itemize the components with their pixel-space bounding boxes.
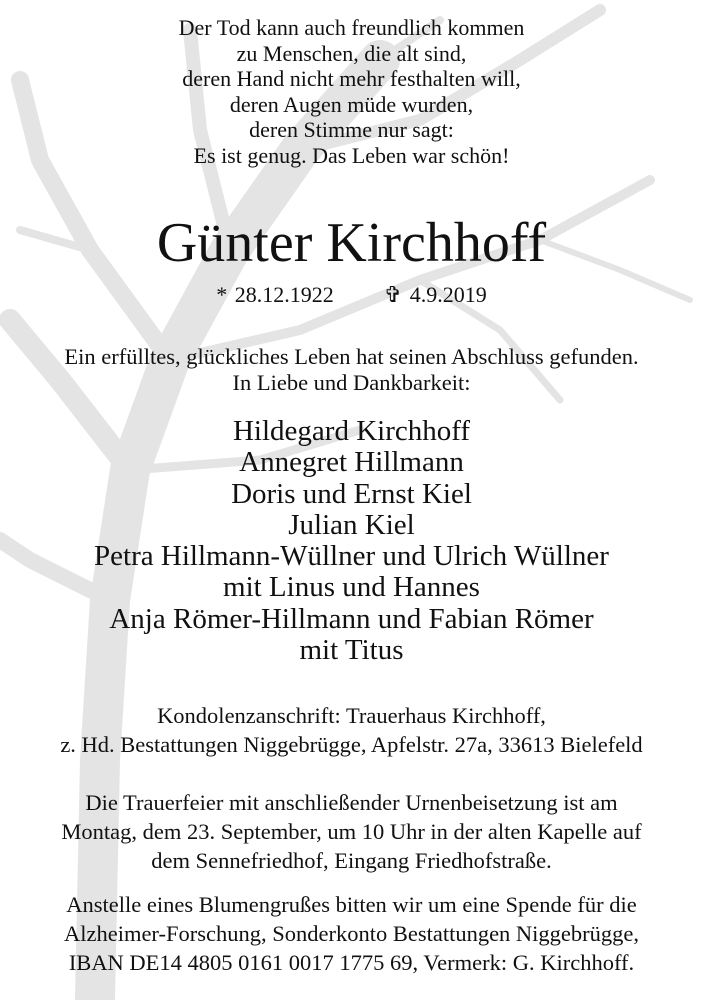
- deceased-name: Günter Kirchhoff: [156, 212, 547, 274]
- condolence-line: z. Hd. Bestattungen Niggebrügge, Apfelstr. 27a, 33613 Bielefeld: [60, 732, 643, 757]
- poem-line: deren Augen müde wurden,: [229, 91, 474, 117]
- condolence-address: [0, 701, 703, 759]
- donation-info: [0, 890, 703, 977]
- mourners-list: [0, 416, 703, 666]
- mourner: Petra Hillmann-Wüllner und Ulrich Wüllner: [94, 540, 609, 573]
- intro-line: In Liebe und Dankbarkeit:: [232, 369, 471, 395]
- poem-line: Der Tod kann auch freundlich kommen: [178, 15, 525, 40]
- life-dates: [0, 282, 703, 308]
- mourner: mit Linus und Hannes: [223, 571, 480, 604]
- poem-line: zu Menschen, die alt sind,: [236, 40, 467, 66]
- intro-text: [0, 344, 703, 395]
- ceremony-info: [0, 788, 703, 875]
- mourner: Annegret Hillmann: [239, 446, 464, 479]
- mourner: Doris und Ernst Kiel: [231, 477, 472, 510]
- death-date: ✞ 4.9.2019: [383, 282, 487, 307]
- mourner: Hildegard Kirchhoff: [232, 415, 471, 447]
- intro-line: Ein erfülltes, glückliches Leben hat seinen Abschluss gefunden.: [64, 344, 639, 369]
- mourner: mit Titus: [299, 634, 404, 667]
- mourner: Anja Römer-Hillmann und Fabian Römer: [109, 602, 594, 635]
- poem: [0, 15, 703, 168]
- birth-date: * 28.12.1922: [216, 282, 334, 307]
- donation-line: IBAN DE14 4805 0161 0017 1775 69, Vermerk: G. Kirchhoff.: [68, 950, 635, 975]
- ceremony-line: dem Sennefriedhof, Eingang Friedhofstraße.: [151, 848, 552, 873]
- donation-line: Anstelle eines Blumengrußes bitten wir um eine Spende für die: [66, 892, 637, 917]
- poem-line: Es ist genug. Das Leben war schön!: [193, 142, 510, 168]
- ceremony-line: Die Trauerfeier mit anschließender Urnenbeisetzung ist am: [85, 790, 618, 815]
- poem-line: deren Stimme nur sagt:: [249, 117, 454, 142]
- donation-line: Alzheimer-Forschung, Sonderkonto Bestattungen Niggebrügge,: [63, 921, 640, 946]
- ceremony-line: Montag, dem 23. September, um 10 Uhr in der alten Kapelle auf: [61, 819, 642, 844]
- mourner: Julian Kiel: [288, 508, 415, 541]
- poem-line: deren Hand nicht mehr festhalten will,: [182, 66, 521, 91]
- condolence-line: Kondolenzanschrift: Trauerhaus Kirchhoff,: [157, 703, 546, 728]
